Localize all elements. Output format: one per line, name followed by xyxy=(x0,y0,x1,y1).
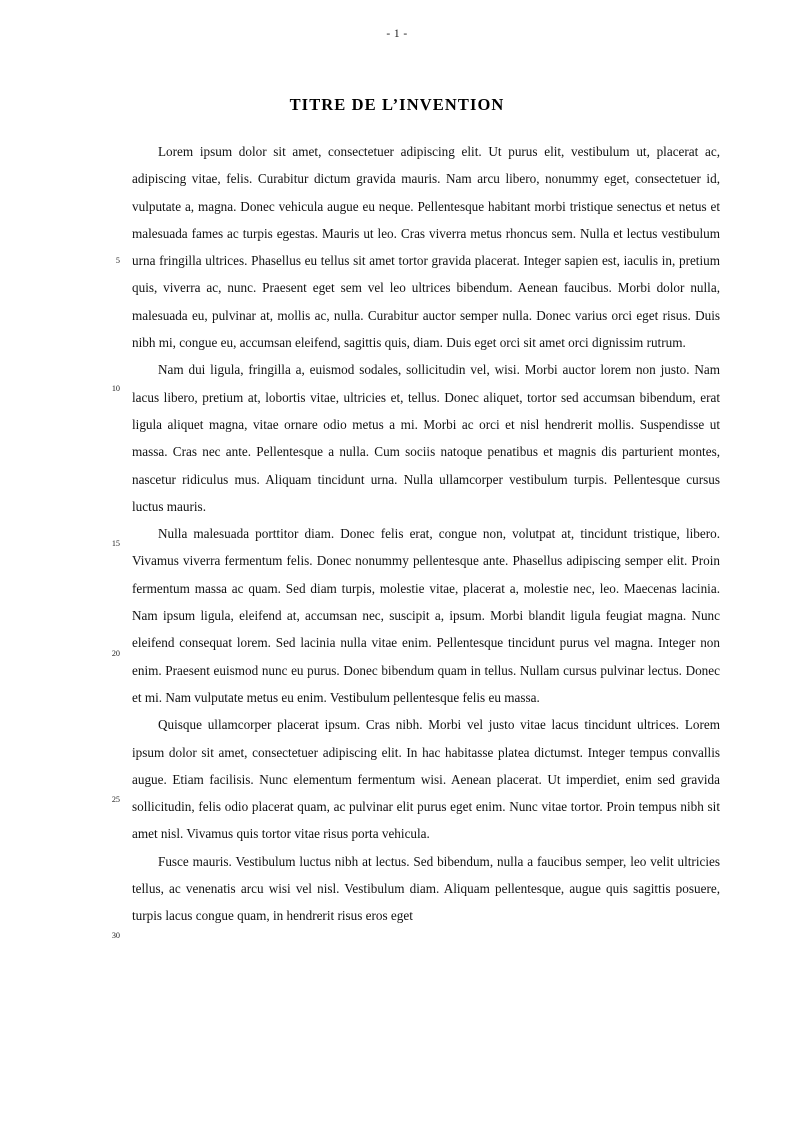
line-number: 20 xyxy=(111,649,120,658)
page-title: TITRE DE L’INVENTION xyxy=(289,95,505,115)
line-number: 5 xyxy=(115,256,120,265)
document-body xyxy=(132,138,720,930)
line-number: 25 xyxy=(111,795,120,804)
paragraph: Nulla malesuada porttitor diam. Donec felis erat, congue non, volutpat at, tincidunt tristique, libero. Vivamus viverra fermentum felis. Donec nonummy pellentesque ante. Phasellus adipiscing semper elit. Proin fermentum massa ac quam. Sed diam turpis, molestie vitae, placerat a, molestie nec, leo. Maecenas lacinia. Nam ipsum ligula, eleifend at, accumsan nec, suscipit a, ipsum. Morbi blandit ligula feugiat magna. Nunc eleifend consequat lorem. Sed lacinia nulla vitae enim. Pellentesque tincidunt purus vel magna. Integer non enim. Praesent euismod nunc eu purus. Donec bibendum quam in tellus. Nullam cursus pulvinar lectus. Donec et mi. Nam vulputate metus eu enim. Vestibulum pellentesque felis eu massa. xyxy=(132,526,720,705)
line-number: 10 xyxy=(111,384,120,393)
line-number: 30 xyxy=(111,931,120,940)
paragraph: Quisque ullamcorper placerat ipsum. Cras nibh. Morbi vel justo vitae lacus tincidunt ultrices. Lorem ipsum dolor sit amet, consectetuer adipiscing elit. In hac habitasse platea dictumst. Integer tempus convallis augue. Etiam facilisis. Nunc elementum fermentum wisi. Aenean placerat. Ut imperdiet, enim sed gravida sollicitudin, felis odio placerat quam, ac pulvinar elit purus eget enim. Nunc vitae tortor. Proin tempus nibh sit amet nisl. Vivamus quis tortor vitae risus porta vehicula. xyxy=(132,717,720,842)
line-number: 15 xyxy=(111,539,120,548)
paragraph: Fusce mauris. Vestibulum luctus nibh at lectus. Sed bibendum, nulla a faucibus semper, leo velit ultricies tellus, ac venenatis arcu wisi vel nisl. Vestibulum diam. Aliquam pellentesque, augue quis sagittis posuere, turpis lacus congue quam, in hendrerit risus eros eget xyxy=(132,853,720,924)
paragraph: Nam dui ligula, fringilla a, euismod sodales, sollicitudin vel, wisi. Morbi auctor lorem non justo. Nam lacus libero, pretium at, lobortis vitae, ultricies et, tellus. Donec aliquet, tortor sed accumsan bibendum, erat ligula aliquet magna, vitae ornare odio metus a mi. Morbi ac orci et nisl hendrerit mollis. Suspendisse ut massa. Cras nec ante. Pellentesque a nulla. Cum sociis natoque penatibus et magnis dis parturient montes, nascetur ridiculus mus. Aliquam tincidunt urna. Nulla ullamcorper vestibulum turpis. Pellentesque cursus luctus mauris. xyxy=(132,362,720,514)
paragraph: Lorem ipsum dolor sit amet, consectetuer adipiscing elit. Ut purus elit, vestibulum ut, placerat ac, adipiscing vitae, felis. Curabitur dictum gravida mauris. Nam arcu libero, nonummy eget, consectetuer id, vulputate a, magna. Donec vehicula augue eu neque. Pellentesque habitant morbi tristique senectus et netus et malesuada fames ac turpis egestas. Mauris ut leo. Cras viverra metus rhoncus sem. Nulla et lectus vestibulum urna fringilla ultrices. Phasellus eu tellus sit amet tortor gravida placerat. Integer sapien est, iaculis in, pretium quis, viverra ac, nunc. Praesent eget sem vel leo ultrices bibendum. Aenean faucibus. Morbi dolor nulla, malesuada eu, pulvinar at, mollis ac, nulla. Curabitur auctor semper nulla. Donec varius orci eget risus. Duis nibh mi, congue eu, accumsan eleifend, sagittis quis, diam. Duis eget orci sit amet orci dignissim rutrum. xyxy=(132,144,720,351)
page-number: - 1 - xyxy=(386,28,408,40)
line-number-gutter xyxy=(96,138,120,1038)
